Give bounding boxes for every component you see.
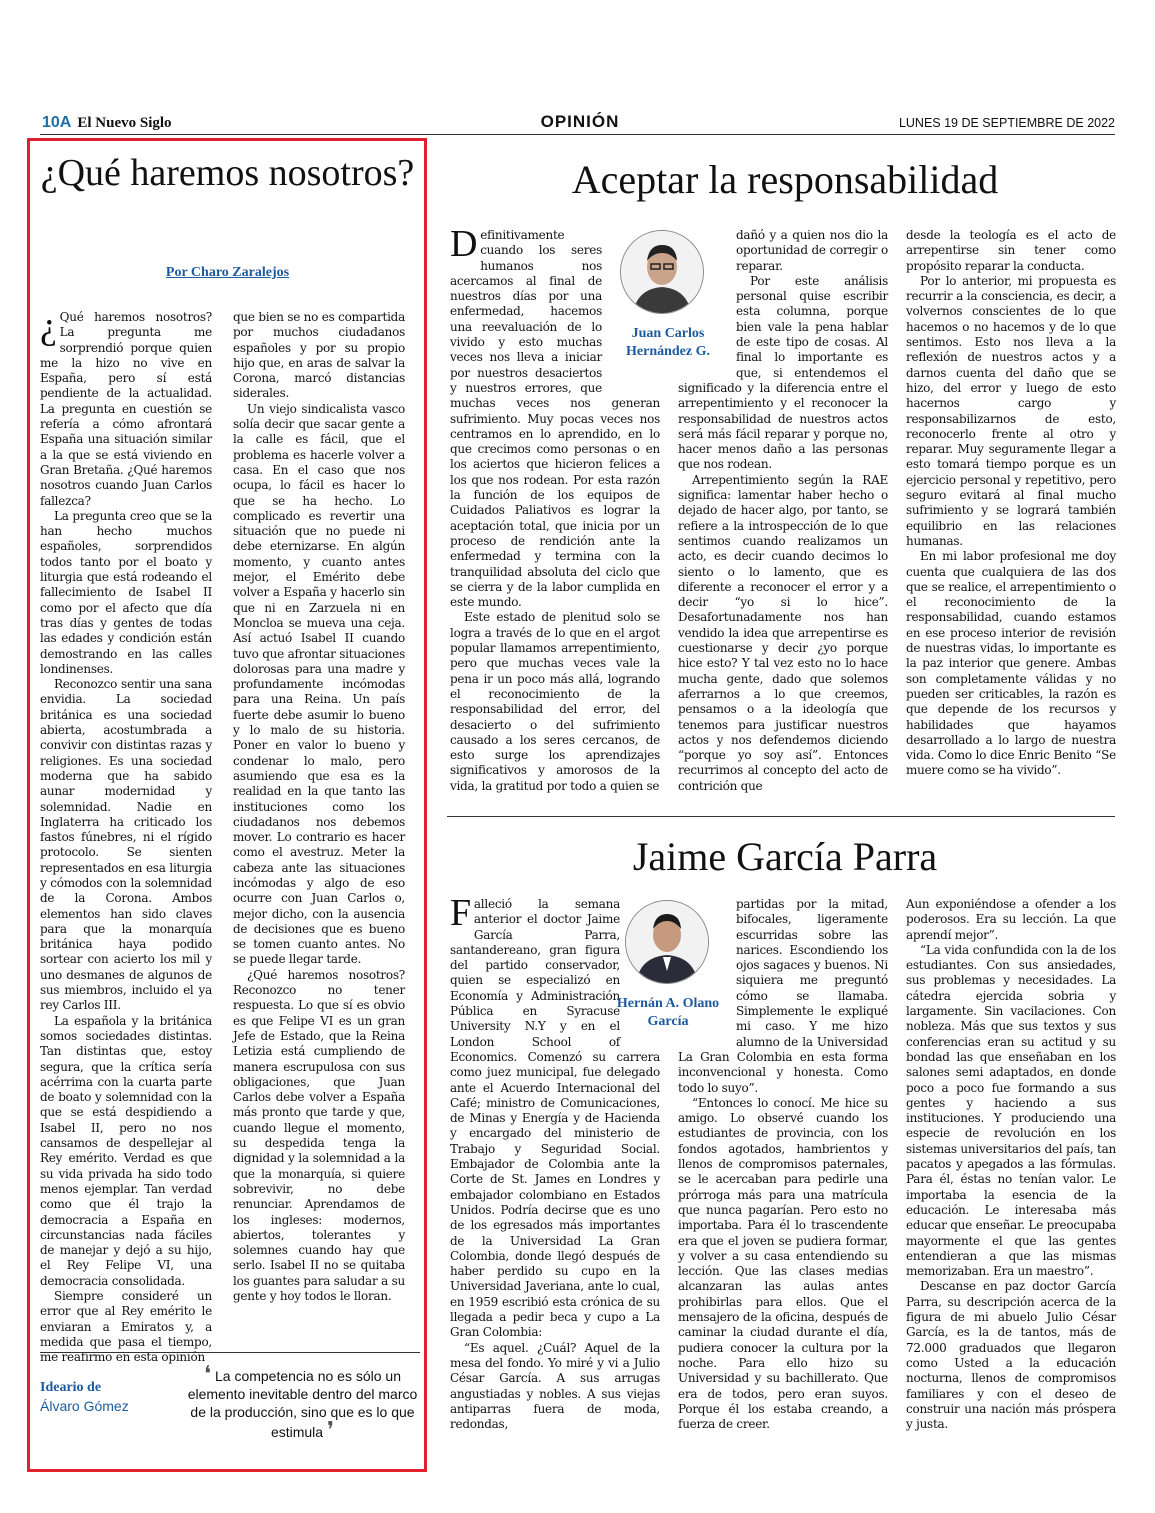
article-paragraph: Definitivamente cuando los seres humanos nos acercamos al final de nuestros días por una enfermedad, hacemos una reevaluación de lo vivido y esto muchas veces nos lleva a iniciar por nuestros desaciertos y nuestros errores, que muchas veces nos generan sufrimiento. Muy pocas veces nos centramos en lo aprendido, en lo que crecimos como personas o en los aciertos que hicieron felices a los que nos rodean. Por esta razón la función de los equipos de Cuidados Paliativos es lograr la aceptación total, que inicia por un proceso de rendición ante la enfermedad y termina con la tranquilidad absoluta del ciclo que se cierra y de la labor cumplida en este mundo. <box>450 223 660 610</box>
article-paragraph: que bien se no es compartida por muchos ciudadanos españoles y por su propio hijo que, en aras de salvar la Corona, marcó distancias siderales. <box>233 310 405 401</box>
page-number: 10A <box>42 114 72 131</box>
page-header-left <box>42 114 172 132</box>
article-paragraph: La pregunta creo que se la han hecho muchos españoles, sorprendidos todos tanto por el boato y liturgia que está rodeando el fallecimiento de Isabel II como por el afecto que día tras días y gentes de todas las edades y condición están demostrando en las calles londinenses. <box>40 508 212 676</box>
article-divider <box>447 816 1115 817</box>
article-paragraph: Este estado de plenitud solo se logra a través de lo que en el argot popular llamamos arrepentimiento, pero que muchas veces vale la pena ir un poco más allá, logrando el reconocimiento de la responsabilidad del error, del desacierto o del sufrimiento causado a los seres cercanos, de esto surge los aprendizajes significativos y amorosos de la vida, la gratitud por todo a quien se <box>450 610 660 793</box>
article-paragraph: La española y la británica somos sociedades distintas. Tan distintas que, estoy segura, que la crítica sería acérrima con la cuarta parte de boato y solemnidad con la que se está despidiendo a Isabel II, pero no nos cansamos de despellejar al Rey emérito. Verdad es que su vida privada ha sido todo menos ejemplar. Tan verdad como que él trajo la democracia a España en circunstancias nada fáciles de manejar y dejó a su hijo, el Rey Felipe VI, una democracia consolidada. <box>40 1013 212 1288</box>
article-paragraph: “Es aquel. ¿Cuál? Aquel de la mesa del fondo. Yo miré y vi a Julio César García. A sus arrugas angustiadas y nobles. A sus viejas antiparras fuera de moda, redondas, <box>450 1340 660 1432</box>
article-paragraph: ¿Qué haremos nosotros? Reconozco no tener respuesta. Lo que sí es obvio es que Felipe VI es un gran Jefe de Estado, que la Reina Letizia está cumpliendo de manera escrupulosa con sus obligaciones, que Juan Carlos debe volver a España más pronto que tarde y que, cuando llegue el momento, su despedida tenga la dignidad y la solemnidad a la que la monarquía, si quiere sobrevivir, no debe renunciar. Aprendamos de los ingleses: modernos, abiertos, tolerantes y solemnes cuando hay que serlo. Isabel II no se quitaba los guantes para saludar a su gente y hoy todos le lloran. <box>233 967 405 1303</box>
article-title: Aceptar la responsabilidad <box>571 157 999 202</box>
open-quote-icon: ❛ <box>204 1361 212 1386</box>
article-paragraph: Aun exponiéndose a ofender a los poderosos. Era su lección. La que aprendí mejor”. <box>906 897 1116 942</box>
article-paragraph: Reconozco sentir una sana envidia. La sociedad británica es una sociedad abierta, acostumbrada a convivir con distintas razas y religiones. Es una sociedad moderna que ha sabido aunar modernidad y solemnidad. Nadie en Inglaterra ha criticado los fastos fúnebres, ni el rígido protocolo. Se sienten representados en esa liturgia y cómodos con la solemnidad de la Corona. Ambos elementos han sido claves para que la monarquía británica haya podido sortear con acierto los mil y uno desmanes de algunos de sus miembros, incluido el ya rey Carlos III. <box>40 677 212 1013</box>
drop-cap: ¿ <box>40 305 57 347</box>
article-paragraph: Falleció la semana anterior el doctor Jaime García Parra, santandereano, gran figura del partido conservador, quien se especializó en Economía y Administración Pública en Syracuse University N.Y y en el London School of Economics. Comenzó su carrera como juez municipal, fue delegado ante el Acuerdo Internacional del Café; ministro de Comunicaciones, de Minas y Energía y de Hacienda y encargado del ministerio de Trabajo y Seguridad Social. Embajador de Colombia ante la Corte de St. James en Londres y embajador colombiano en Estados Unidos. Podría decirse que es uno de los egresados más importantes de la Universidad La Gran Colombia, donde llegó después de haber perdido su cupo en la Universidad Javeriana, ante lo cual, en 1959 escribió esta crónica de su llegada a pedir beca y cupo a La Gran Colombia: <box>450 892 660 1340</box>
article-column <box>906 228 1116 779</box>
article-column <box>450 223 660 794</box>
close-quote-icon: ❜ <box>326 1417 335 1442</box>
ideario-quote <box>185 1361 420 1442</box>
author-photo <box>625 900 709 984</box>
ideario-label: Ideario de <box>40 1380 102 1395</box>
article-paragraph: Por este análisis personal quise escribir esta columna, porque bien vale la pena hablar de este tipo de cosas. Al final lo importante es que, si entendemos el significado y la diferencia entre el arrepentimiento y el reconocer la responsabilidad de nuestros actos será más fácil reparar y porque no, hacer menos daño a las personas que nos rodean. <box>678 273 888 472</box>
article-paragraph: Por lo anterior, mi propuesta es recurrir a la consciencia, es decir, a volvernos conscientes de lo que hacemos o no hacemos y de lo que sentimos. Esto nos lleva a la reflexión de nuestros actos y a darnos cuenta del daño que se hizo, del error y luego de esto hacernos cargo y responsabilizarnos de esto, reconocerlo frente al otro y reparar. Muy seguramente llegar a esto tomará tiempo porque es un ejercicio personal y repetitivo, pero seguro evitará al final mucho sufrimiento y se logrará también equilibrio en las relaciones humanas. <box>906 273 1116 548</box>
issue-date: LUNES 19 DE SEPTIEMBRE DE 2022 <box>898 116 1115 130</box>
article-byline: Por Charo Zaralejos <box>165 265 290 280</box>
section-title: OPINIÓN <box>540 112 620 131</box>
article-paragraph: “La vida confundida con la de los estudiantes. Con sus ansiedades, sus problemas y necesidades. La cátedra ejercida sobria y largamente. Sin vacilaciones. Con nobleza. Más que sus textos y sus conferencias eran su actitud y su bondad las que enseñaban en los salones semi adaptados, en donde poco a poco fue formando a sus gentes y haciendo a sus instituciones. Y produciendo una especie de revolución en los sistemas universitarios del país, tan pacatos y apegados a las fórmulas. Para él, éstas no tenían valor. Le importaba la esencia de la educación. Le interesaba más educar que enseñar. Le preocupaba mayormente el que las gentes entendieran a que las mismas memorizaban. Era un maestro”. <box>906 942 1116 1279</box>
article-title: ¿Qué haremos nosotros? <box>40 152 415 194</box>
article-column <box>450 892 660 1432</box>
header-divider <box>40 134 1115 135</box>
drop-cap: D <box>450 223 478 265</box>
article-paragraph: ¿ Qué haremos nosotros? La pregunta me sorprendió porque quien me la hizo no vive en España, pero sí está pendiente de la actualidad. La pregunta en cuestión se refería a cómo afrontará España una situación similar a la que se está viviendo en Gran Bretaña. ¿Qué haremos nosotros cuando Juan Carlos fallezca? <box>40 305 212 508</box>
article-paragraph: desde la teología es el acto de arrepentirse sin tener como propósito reparar la conducta. <box>906 228 1116 273</box>
author-portrait-icon <box>621 231 703 313</box>
article-paragraph: Descanse en paz doctor García Parra, su descripción acerca de la figura de mi abuelo Julio César García, es la de tantos, más de 72.000 graduados que llegaron como Usted a la educación nocturna, llenos de compromisos familiares y con el deseo de construir una nación más próspera y justa. <box>906 1279 1116 1432</box>
article-column <box>233 310 405 1304</box>
article-paragraph: “Entonces lo conocí. Me hice su amigo. Lo observé cuando los estudiantes de provincia, con los fondos agotados, hambrientos y llenos de compromisos paternales, se le acercaban para pedirle una prórroga más para una matrícula que nunca pagarían. Pero esto no importaba. Para él lo trascendente era que el joven se pudiera formar, y volver a su casa entendiendo su lección. Que las clases medias alcanzaran las aulas antes prohibirlas para ellos. Que el mensajero de la oficina, después de caminar la ciudad durante el día, pudiera conocer la cultura por la noche. Para ello hizo su Universidad y su bachillerato. Que era de todos, pero eran suyos. Porque él los estaba creando, a fuerza de creer. <box>678 1095 888 1432</box>
article-paragraph: partidas por la mitad, bifocales, ligeramente escurridas sobre las narices. Escondiendo los ojos sagaces y buenos. Ni siquiera me preguntó cómo se llamaba. Simplemente le expliqué mi caso. Y me hizo alumno de la Universidad La Gran Colombia en esta forma inconvencional y honesta. Como todo lo suyo”. <box>678 897 888 1095</box>
author-name: Hernán A. Olano García <box>616 996 720 1029</box>
article-paragraph: Arrepentimiento según la RAE significa: lamentar haber hecho o dejado de hacer algo, por tanto, se refiere a la introspección de lo que sentimos cuando realizamos un acto, es decir cuando decimos lo siento o lo lamento, que es diferente a reconocer el error y a decir “yo si lo hice”. Desafortunadamente nos han vendido la idea que arrepentirse es cuestionarse y decir ¿yo porque hice esto? Y tal vez esto no lo hace mucha gente, dado que solemos aferrarnos a lo que creemos, pensamos o a la ideología que tenemos para justificar nuestros actos y nos defendemos diciendo “porque yo soy así”. Entonces recurrimos al concepto del acto de contrición que <box>678 472 888 793</box>
ideario-divider <box>40 1352 420 1353</box>
author-photo <box>620 230 704 314</box>
newspaper-name: El Nuevo Siglo <box>77 115 172 131</box>
article-paragraph: Siempre consideré un error que al Rey emérito le enviaran a Emiratos y, a medida que pasa el tiempo, me reafirmo en esta opinión <box>40 1289 212 1365</box>
article-column <box>40 305 212 1365</box>
article-column <box>678 228 888 794</box>
article-paragraph: Un viejo sindicalista vasco solía decir que sacar gente a la calle es fácil, que el problema es hacerle volver a casa. En el caso que nos ocupa, lo fácil es hacer lo que se ha hecho. Lo complicado es revertir una situación que no puede ni debe eternizarse. En algún momento, y cuanto antes mejor, el Emérito debe volver a España y hacerlo sin que ni en Zarzuela ni en Moncloa se mueva una ceja. Así actuó Isabel II cuando tuvo que afrontar situaciones dolorosas para una madre y profundamente incómodas para una Reina. Un país fuerte debe asumir lo bueno y lo malo de su historia. Poner en valor lo bueno y condenar lo malo, pero asumiendo que esa es la realidad en la que tanto las instituciones como los ciudadanos nos debemos mover. Lo contrario es hacer como el avestruz. Meter la cabeza ante las situaciones incómodas y algo de eso ocurre con Juan Carlos o, mejor dicho, con la ausencia de decisiones que es bueno se tomen cuanto antes. No se puede llegar tarde. <box>233 401 405 967</box>
article-title: Jaime García Parra <box>632 834 938 879</box>
article-column <box>906 897 1116 1432</box>
article-paragraph: En mi labor profesional me doy cuenta que cualquiera de las dos que se realice, el arrepentimiento o el reconocimiento de la responsabilidad, cuando estamos en ese proceso interior de revisión de nuestras vidas, lo importante es la paz interior que genere. Ambas son completamente válidas y no pueden ser criticables, la razón es que depende de los recursos y habilidades que hayamos desarrollado a lo largo de nuestra vida. Como lo dice Enric Benito “Se muere como se ha vivido”. <box>906 549 1116 778</box>
drop-cap: F <box>450 892 471 934</box>
author-name: Juan Carlos Hernández G. <box>626 326 710 359</box>
article-paragraph: dañó y a quien nos dio la oportunidad de corregir o reparar. <box>736 228 888 273</box>
quote-text: La competencia no es sólo un elemento inevitable dentro del marco de la producción, sino que es lo que estimula <box>187 1368 418 1440</box>
ideario-author: Álvaro Gómez <box>40 1398 129 1414</box>
author-portrait-icon <box>626 901 708 983</box>
article-column <box>678 897 888 1432</box>
